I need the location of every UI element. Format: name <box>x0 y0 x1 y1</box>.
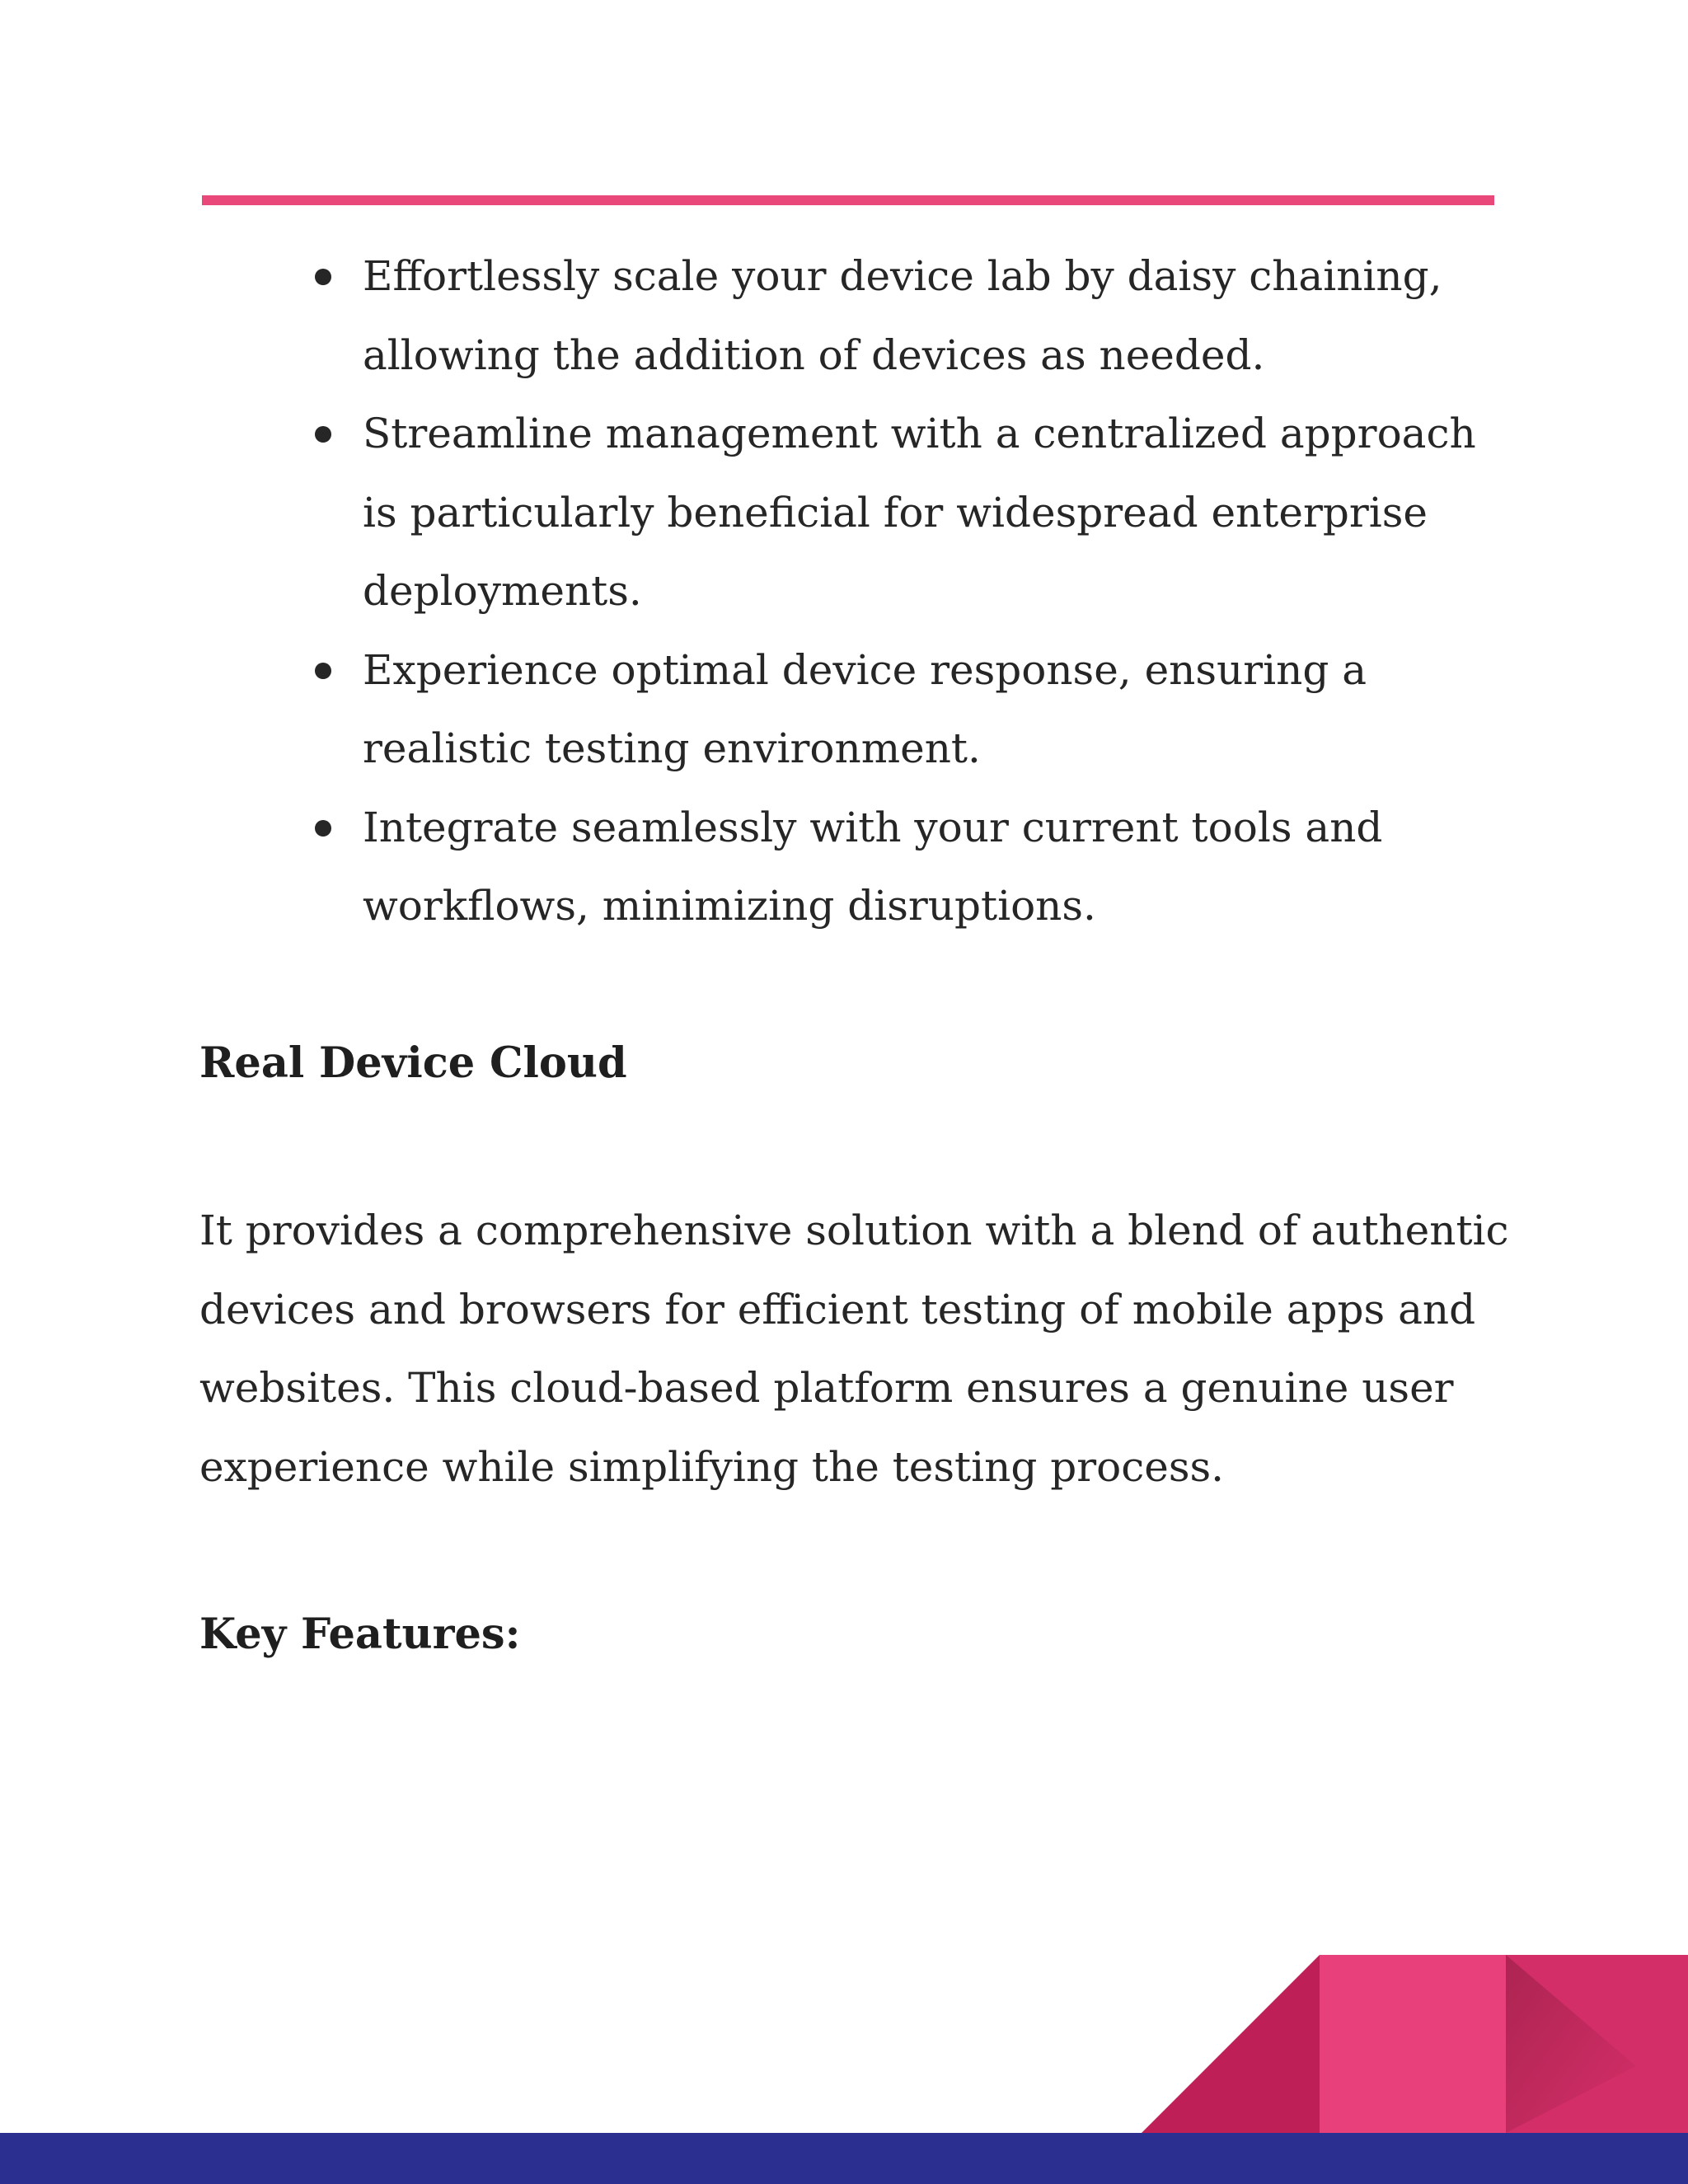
pink-panel <box>1320 1955 1506 2133</box>
bullet-icon <box>315 426 331 443</box>
key-features-heading: Key Features: <box>199 1610 521 1659</box>
list-item <box>363 395 1484 631</box>
list-item <box>363 237 1484 395</box>
bullet-icon <box>315 663 331 679</box>
list-item-text: Integrate seamlessly with your current tools and workflows, minimizing disruptions. <box>363 803 1383 930</box>
section-paragraph: It provides a comprehensive solution with a blend of authentic devices and browsers for efficient testing of mobile apps and websites. This cloud-based platform ensures a genuine user experience while simplifying the testing process. <box>199 1207 1509 1491</box>
list-item <box>363 789 1484 946</box>
list-item <box>363 631 1484 789</box>
section-heading: Real Device Cloud <box>199 1038 627 1088</box>
top-accent-rule <box>202 195 1494 205</box>
bullet-icon <box>315 269 331 285</box>
list-item-text: Streamline management with a centralized approach is particularly beneficial for widespread enterprise deployments. <box>363 410 1476 615</box>
dark-pink-triangle <box>1142 1955 1320 2133</box>
feature-bullet-list <box>363 237 1484 946</box>
corner-decoration <box>1142 1955 1688 2133</box>
bottom-navy-bar <box>0 2133 1688 2184</box>
bullet-icon <box>315 820 331 837</box>
list-item-text: Experience optimal device response, ensuring a realistic testing environment. <box>363 645 1367 772</box>
list-item-text: Effortlessly scale your device lab by daisy chaining, allowing the addition of devices as needed. <box>363 252 1442 379</box>
